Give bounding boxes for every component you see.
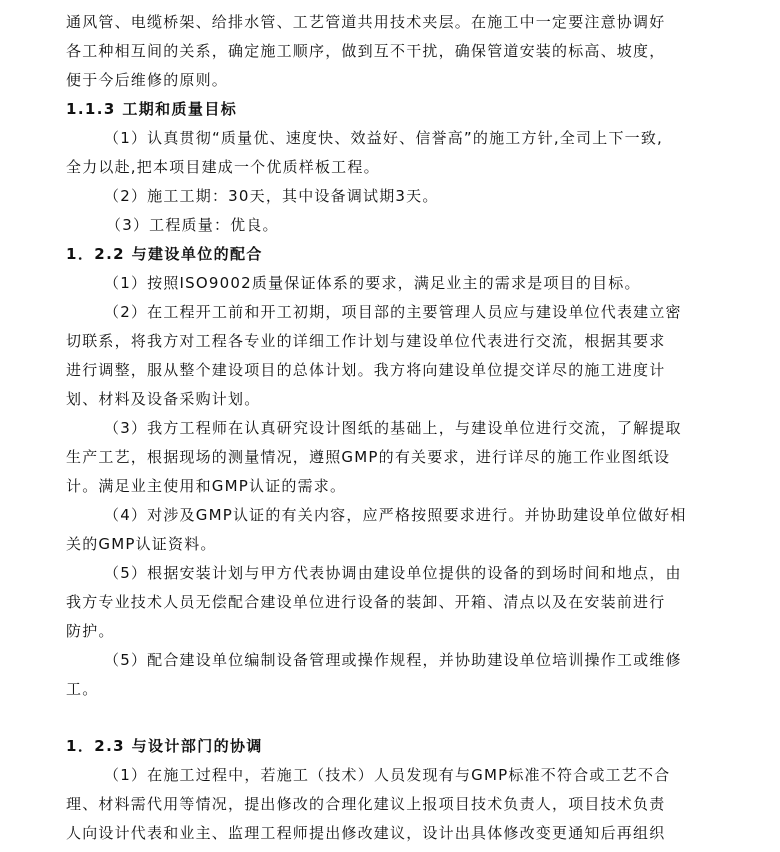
text-line: （1）认真贯彻“质量优、速度快、效益好、信誉高”的施工方针,全司上下一致, [104,129,664,147]
text-line: 全力以赴,把本项目建成一个优质样板工程。 [66,158,380,176]
text-line: （1）按照ISO9002质量保证体系的要求，满足业主的需求是项目的目标。 [104,274,641,292]
section-heading: 1．2.2 与建设单位的配合 [66,245,263,263]
text-line: 计。满足业主使用和GMP认证的需求。 [66,477,347,495]
text-line: 通风管、电缆桥架、给排水管、工艺管道共用技术夹层。在施工中一定要注意协调好 [66,13,666,31]
text-line: 关的GMP认证资料。 [66,535,217,553]
text-line: （4）对涉及GMP认证的有关内容，应严格按照要求进行。并协助建设单位做好相 [104,506,687,524]
text-line: （3）我方工程师在认真研究设计图纸的基础上，与建设单位进行交流，了解提取 [104,419,682,437]
text-line: （5）根据安装计划与甲方代表协调由建设单位提供的设备的到场时间和地点，由 [104,564,682,582]
text-line: （1）在施工过程中，若施工（技术）人员发现有与GMP标准不符合或工艺不合 [104,766,671,784]
text-line: 进行调整，服从整个建设项目的总体计划。我方将向建设单位提交详尽的施工进度计 [66,361,666,379]
text-line: 便于今后维修的原则。 [66,71,229,89]
text-line: 理、材料需代用等情况，提出修改的合理化建议上报项目技术负责人，项目技术负责 [66,795,666,813]
text-line: 各工种相互间的关系，确定施工顺序，做到互不干扰，确保管道安装的标高、坡度， [66,42,666,60]
text-line: （5）配合建设单位编制设备管理或操作规程，并协助建设单位培训操作工或维修 [104,651,682,669]
section-heading: 1.1.3 工期和质量目标 [66,100,238,118]
section-heading: 1．2.3 与设计部门的协调 [66,737,263,755]
text-line: 切联系，将我方对工程各专业的详细工作计划与建设单位代表进行交流，根据其要求 [66,332,666,350]
text-line: 防护。 [66,622,115,640]
text-line: 划、材料及设备采购计划。 [66,390,261,408]
text-line: （2）施工工期：30天，其中设备调试期3天。 [104,187,439,205]
text-line: （3）工程质量：优良。 [106,216,279,234]
text-line: 生产工艺，根据现场的测量情况，遵照GMP的有关要求，进行详尽的施工作业图纸设 [66,448,671,466]
text-line: 我方专业技术人员无偿配合建设单位进行设备的装卸、开箱、清点以及在安装前进行 [66,593,666,611]
text-line: 工。 [66,680,99,698]
text-line: 人向设计代表和业主、监理工程师提出修改建议，设计出具体修改变更通知后再组织 [66,824,666,842]
text-line: （2）在工程开工前和开工初期，项目部的主要管理人员应与建设单位代表建立密 [104,303,682,321]
